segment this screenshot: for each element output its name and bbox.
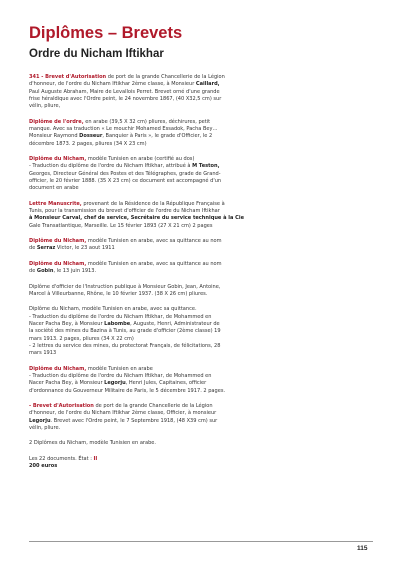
entry-line: Paul Auguste Abraham, Maire de Levallois Perret. Brevet orné d'une grande bbox=[29, 88, 220, 95]
entry-text: de bbox=[29, 245, 37, 252]
entry-line: frise héraldique avec l'Ordre peint, le 24 novembre 1867, (40 X32,5 cm) sur bbox=[29, 95, 222, 102]
entry-line: Gale Transatlantique, Marseille. Le 15 février 1893 (27 X 21 cm) 2 pages bbox=[29, 222, 213, 229]
entry-line: mars 1913 bbox=[29, 350, 57, 357]
entry-name: Serraz bbox=[36, 245, 56, 252]
entry-text: Monsieur Raymond bbox=[29, 133, 80, 140]
entry-lead: Diplôme de l'ordre, bbox=[29, 118, 84, 125]
entry-text: de port de la grande Chancellerie de la Légion bbox=[93, 403, 213, 410]
entry-lead: - Brevet d'Autorisation bbox=[29, 403, 94, 410]
entry-lead: Diplôme du Nicham, bbox=[29, 156, 87, 163]
entry-line: la société des mines du Bazina à Tunis, au grade d'officier (2ème classe) 19 bbox=[29, 328, 221, 335]
document-entry bbox=[29, 156, 373, 192]
page-content bbox=[29, 24, 373, 473]
summary-line bbox=[29, 456, 373, 463]
entry-text: Victor, le 23 aout 1911 bbox=[55, 245, 115, 252]
entry-line: d'ordonnance du Gouverneur Militaire de Paris, le 5 décembre 1917. 2 pages. bbox=[29, 387, 226, 394]
entry-name: Gobin bbox=[36, 268, 54, 275]
entry-text: d'honneur, de l'ordre du Nicham Iftikhar 2ème classe, à Monsieur bbox=[29, 81, 196, 88]
entry-name: M Teston, bbox=[192, 163, 220, 170]
entry-text: , Auguste, Henri, Administrateur de bbox=[130, 321, 220, 328]
entry-text: , le 13 juin 1913. bbox=[53, 268, 97, 275]
entry-text: modèle Tunisien en arabe, avec sa quittance au nom bbox=[86, 260, 222, 267]
entry-line bbox=[29, 201, 373, 208]
entry-name: Caillard, bbox=[195, 81, 220, 88]
entry-lead: Diplôme du Nicham, bbox=[29, 365, 87, 372]
document-entry bbox=[29, 201, 373, 230]
entry-line bbox=[29, 366, 373, 373]
entry-lead: 341 - Brevet d'Autorisation bbox=[29, 74, 107, 80]
entry-line bbox=[29, 268, 373, 275]
entry-text: Nacer Pacha Bey, à Monsieur bbox=[29, 321, 105, 328]
entry-line: document en arabe bbox=[29, 185, 79, 192]
entry-text: modèle Tunisien en arabe bbox=[86, 365, 153, 372]
document-entry bbox=[29, 366, 373, 395]
entry-lead: Diplôme du Nicham, bbox=[29, 260, 87, 267]
page-subtitle: Ordre du Nicham Iftikhar bbox=[29, 48, 164, 60]
entry-line: Marcel à Villeurbanne, Rhône, le 10 février 1937. (38 X 26 cm) pliures. bbox=[29, 290, 208, 297]
document-entry bbox=[29, 119, 373, 148]
document-entry bbox=[29, 261, 373, 276]
entry-line: 2 Diplômes du Nicham, modèle Tunisien en arabe. bbox=[29, 440, 156, 447]
entry-line: Tunis, pour la transmission du brevet d'officier de l'ordre du Nicham Iftikhar bbox=[29, 208, 220, 215]
entry-line: mars 1913. 2 pages, pliures (34 X 22 cm) bbox=[29, 335, 134, 342]
summary-documents: Les 22 documents. État : bbox=[29, 455, 94, 462]
summary-state: II bbox=[93, 455, 98, 462]
lot-price: 200 euros bbox=[29, 463, 58, 470]
footer-divider bbox=[29, 541, 373, 542]
entry-line: à Monsieur Carval, chef de service, Secrétaire du service technique à la Cie bbox=[29, 215, 245, 222]
document-entry bbox=[29, 403, 373, 432]
lot-entry-341 bbox=[29, 74, 373, 110]
document-entry bbox=[29, 238, 373, 253]
entry-line: vélin, pliure. bbox=[29, 424, 61, 431]
entry-line: d'honneur, de l'ordre du Nicham Iftikhar 2ème classe, Officier, à monsieur bbox=[29, 410, 217, 417]
entry-line bbox=[29, 261, 373, 268]
entry-line: manque. Avec sa traduction « Le mouchir Mohamed Essadok, Pacha Bey… bbox=[29, 125, 218, 132]
entry-name: Legorju bbox=[104, 380, 126, 387]
entry-line bbox=[29, 418, 373, 425]
entry-text: , Henri Jules, Capitaines, officier bbox=[125, 380, 207, 387]
entry-line: - Traduction du diplôme de l'ordre du Nicham Iftikhar, de Mohammed en bbox=[29, 313, 212, 320]
document-entry bbox=[29, 440, 373, 447]
entry-text: de port de la grande Chancellerie de la Légion bbox=[106, 74, 225, 80]
entry-line: décembre 1873. 2 pages, pliures (34 X 23 cm) bbox=[29, 140, 147, 147]
document-entry bbox=[29, 284, 373, 299]
document-entry bbox=[29, 306, 373, 357]
entry-lead: Lettre Manuscrite, bbox=[29, 200, 82, 207]
entry-line bbox=[29, 119, 373, 126]
entry-lead: Diplôme du Nicham, bbox=[29, 238, 87, 245]
entry-line bbox=[29, 81, 373, 88]
entry-line: vélin, pliure, bbox=[29, 103, 61, 110]
entry-line: Diplôme du Nicham, modèle Tunisien en arabe, avec sa quittance. bbox=[29, 306, 197, 313]
entry-line: - 2 lettres du service des mines, du protectorat Français, de félicitations, 28 bbox=[29, 342, 221, 349]
entry-line bbox=[29, 163, 373, 170]
entry-name: Labombe bbox=[104, 321, 131, 328]
entry-name: Dosseur bbox=[79, 133, 103, 140]
entry-line: officier, le 20 février 1888. (35 X 23 cm) ce document est accompagné d'un bbox=[29, 177, 222, 184]
entry-text: modèle Tunisien en arabe, avec sa quittance au nom bbox=[86, 238, 222, 245]
page-number: 115 bbox=[357, 545, 368, 552]
entry-name: Legorju bbox=[29, 417, 51, 424]
entry-line bbox=[29, 238, 373, 245]
entry-line: - Traduction du diplôme de l'ordre du Nicham Iftikhar, de Mohammed en bbox=[29, 373, 212, 379]
entry-text: en arabe (39,5 X 32 cm) pliures, déchirures, petit bbox=[83, 118, 211, 125]
entry-line bbox=[29, 133, 373, 140]
entry-text: , Banquier à Paris », le grade d'Officier, le 2 bbox=[102, 133, 213, 140]
entry-line: Diplôme d'officier de l'Instruction publique à Monsieur Gobin, Jean, Antoine, bbox=[29, 283, 221, 290]
entry-line bbox=[29, 245, 373, 252]
entry-text: de bbox=[29, 268, 37, 275]
entry-text: Nacer Pacha Bey, à Monsieur bbox=[29, 380, 105, 387]
entry-text: - Traduction du diplôme de l'ordre du Nicham Iftikhar, attribué à bbox=[29, 163, 193, 170]
entry-line: Georges, Directeur Général des Postes et des Télégraphes, grade de Grand- bbox=[29, 170, 221, 177]
lot-summary bbox=[29, 456, 373, 471]
entry-text: . Brevet avec l'Ordre peint, le 7 Septembre 1918, (48 X39 cm) sur bbox=[50, 417, 218, 424]
page-title: Diplômes – Brevets bbox=[29, 24, 183, 42]
entry-text: provenant de la Résidence de la République Française à bbox=[81, 200, 225, 207]
entry-text: modèle Tunisien en arabe (certifié au dos) bbox=[86, 156, 195, 163]
entry-line bbox=[29, 380, 373, 387]
